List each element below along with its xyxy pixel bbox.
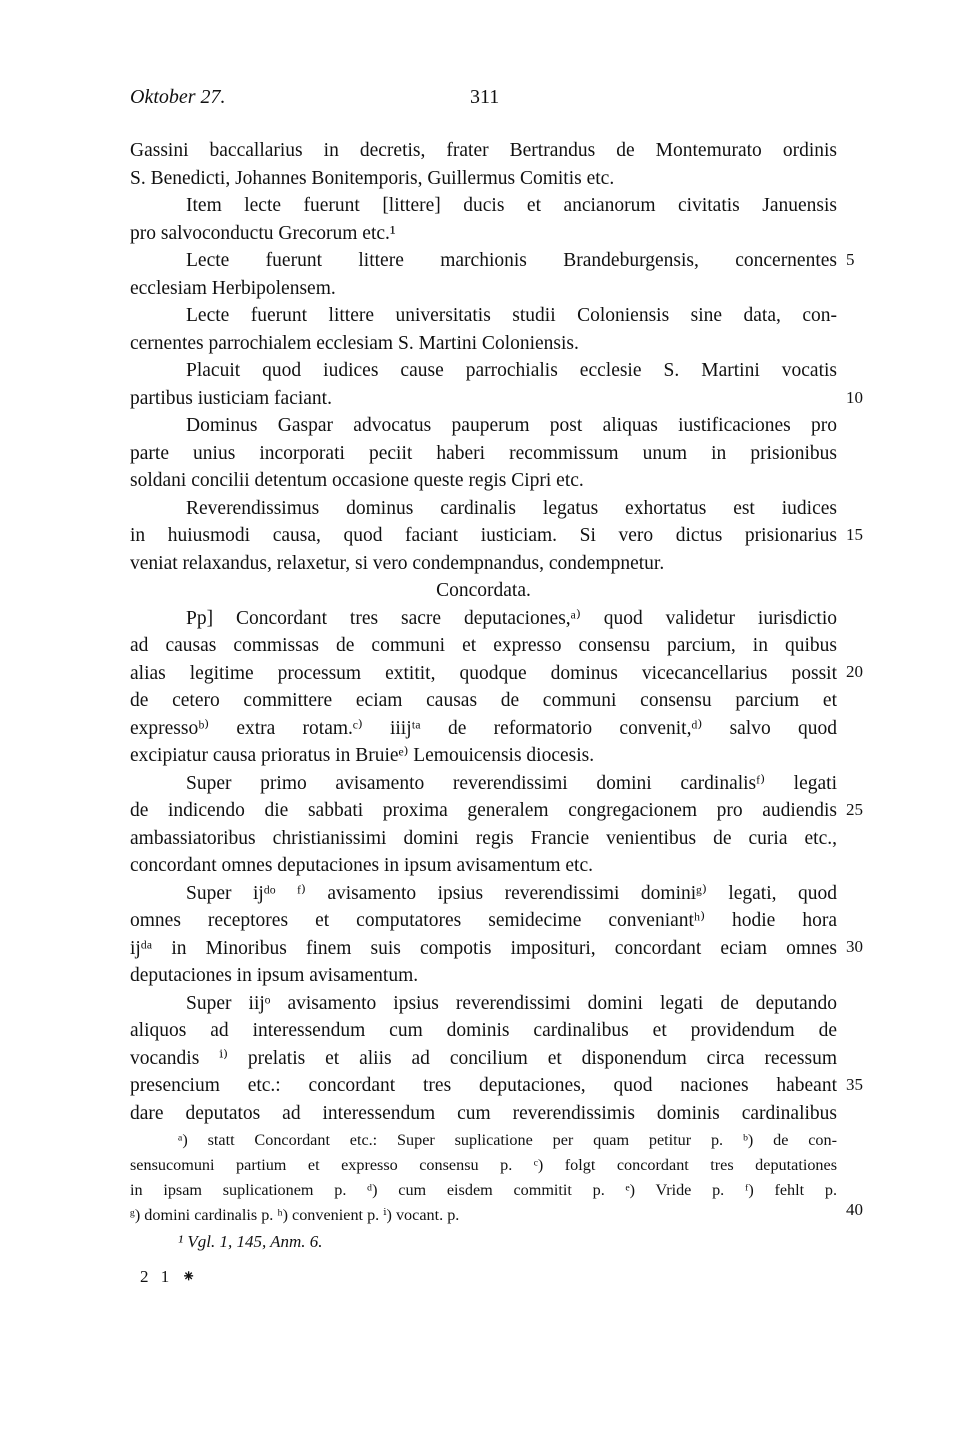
footnote-line: ᵍ) domini cardinalis p. ʰ) convenient p. ⁱ) vocant. p.	[130, 1206, 460, 1224]
text-line: expressoᵇ⁾ extra rotam.ᶜ⁾ iiijᵗᵃ de reformatorio convenit,ᵈ⁾ salvo quod	[130, 717, 837, 739]
text-line: Pp] Concordant tres sacre deputaciones,ᵃ⁾ quod validetur iurisdictio	[186, 607, 837, 629]
line-number: 30	[846, 937, 863, 956]
text-line: veniat relaxandus, relaxetur, si vero condempnandus, condempnetur.	[130, 552, 665, 574]
text-line: Item lecte fuerunt [littere] ducis et ancianorum civitatis Januensis	[186, 195, 837, 216]
text-line: aliquos ad interessendum cum dominis cardinalibus et providendum de	[130, 1020, 837, 1041]
text-line: de cetero committere eciam causas de communi consensu parcium et	[130, 690, 837, 711]
reference-note: ¹ Vgl. 1, 145, Anm. 6.	[178, 1232, 323, 1251]
text-line: ad causas commissas de communi et expresso consensu parcium, in quibus	[130, 635, 837, 656]
footnotes	[130, 1128, 837, 1228]
header-date: Oktober 27.	[130, 86, 226, 108]
text-line: presencium etc.: concordant tres deputaciones, quod naciones habeant	[130, 1075, 837, 1096]
section-heading: Concordata.	[436, 580, 531, 601]
footnote-line: sensucomuni partium et expresso consensu p. ᶜ) folgt concordant tres deputationes	[130, 1156, 837, 1174]
text-line: Gassini baccallarius in decretis, frater Bertrandus de Montemurato ordinis	[130, 140, 837, 161]
text-line: omnes receptores et computatores semidecime conveniantʰ⁾ hodie hora	[130, 910, 837, 931]
footnote-line: ᵃ) statt Concordant etc.: Super suplicatione per quam petitur p. ᵇ) de con-	[178, 1131, 837, 1149]
text-line: Placuit quod iudices cause parrochialis ecclesie S. Martini vocatis	[186, 360, 837, 381]
text-line: vocandis ⁱ⁾ prelatis et aliis ad concilium et disponendum circa recessum	[130, 1047, 837, 1069]
line-number: 40	[846, 1200, 863, 1219]
line-number: 20	[846, 662, 863, 681]
text-line: dare deputatos ad interessendum cum reverendissimis dominis cardinalibus	[130, 1102, 837, 1124]
text-line: in huiusmodi causa, quod faciant iusticiam. Si vero dictus prisionarius	[130, 525, 837, 546]
line-number: 25	[846, 800, 863, 819]
text-line: partibus iusticiam faciant.	[130, 387, 332, 409]
text-line: alias legitime processum extitit, quodque dominus vicecancellarius possit	[130, 662, 837, 684]
signature-mark: 2 1 ⁕	[140, 1267, 200, 1286]
text-line: Super ijᵈᵒ ᶠ⁾ avisamento ipsius reverendissimi dominiᵍ⁾ legati, quod	[186, 882, 837, 904]
text-line: ecclesiam Herbipolensem.	[130, 277, 336, 299]
line-number: 5	[846, 250, 855, 269]
footnote-line: in ipsam suplicationem p. ᵈ) cum eisdem commitit p. ᵉ) Vride p. ᶠ) fehlt p.	[130, 1181, 837, 1199]
text-line: pro salvoconductu Grecorum etc.¹	[130, 222, 396, 244]
text-line: concordant omnes deputaciones in ipsum avisamentum etc.	[130, 855, 594, 876]
line-number: 35	[846, 1075, 863, 1094]
text-line: de indicendo die sabbati proxima generalem congregacionem pro audiendis	[130, 800, 837, 821]
text-line: S. Benedicti, Johannes Bonitemporis, Guillermus Comitis etc.	[130, 167, 615, 189]
text-line: excipiatur causa prioratus in Bruieᵉ⁾ Lemouicensis diocesis.	[130, 745, 595, 766]
text-line: soldani concilii detentum occasione queste regis Cipri etc.	[130, 470, 584, 491]
text-line: Super primo avisamento reverendissimi domini cardinalisᶠ⁾ legati	[186, 772, 837, 794]
text-line: cernentes parrochialem ecclesiam S. Martini Coloniensis.	[130, 332, 579, 354]
text-line: Reverendissimus dominus cardinalis legatus exhortatus est iudices	[186, 497, 837, 519]
text-line: deputaciones in ipsum avisamentum.	[130, 965, 419, 986]
text-line: ambassiatoribus christianissimi domini regis Francie venientibus de curia etc.,	[130, 827, 837, 849]
line-number: 10	[846, 388, 863, 407]
text-line: Dominus Gaspar advocatus pauperum post aliquas iustificaciones pro	[186, 415, 837, 436]
line-number: 15	[846, 525, 863, 544]
main-text	[130, 137, 837, 1127]
page-number: 311	[470, 86, 500, 108]
text-line: Lecte fuerunt littere marchionis Brandeburgensis, concernentes	[186, 250, 837, 271]
text-line: Super iijᵒ avisamento ipsius reverendissimi domini legati de deputando	[186, 992, 837, 1014]
text-line: ijᵈᵃ in Minoribus finem suis compotis imposituri, concordant eciam omnes	[130, 937, 837, 959]
page-header	[130, 86, 840, 116]
text-line: Lecte fuerunt littere universitatis studii Coloniensis sine data, con-	[186, 305, 837, 326]
text-line: parte unius incorporati peciit haberi recommissum unum in prisionibus	[130, 442, 837, 464]
